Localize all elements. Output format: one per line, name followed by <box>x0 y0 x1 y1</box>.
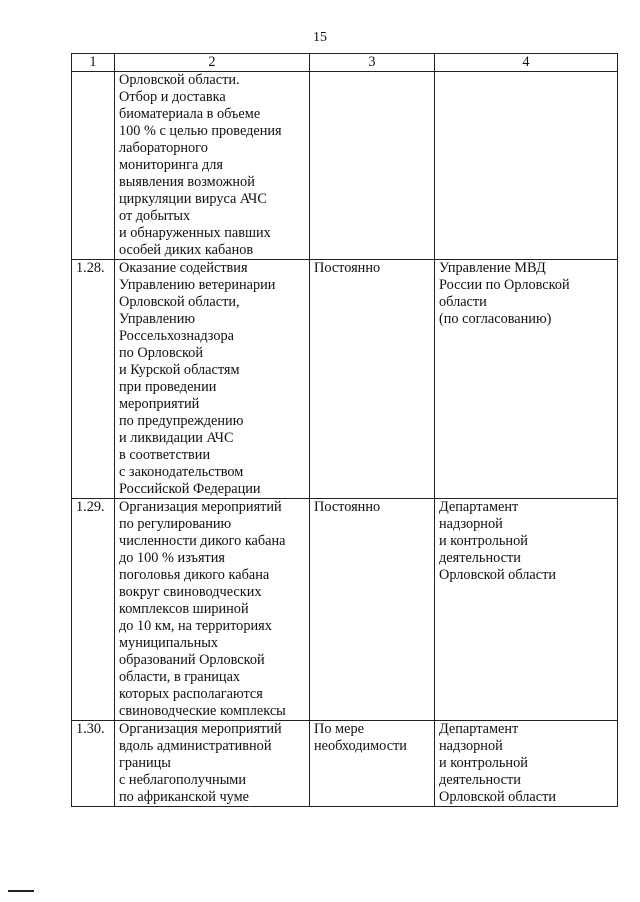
activity-line: выявления возможной <box>119 174 255 190</box>
activity-line: Российской Федерации <box>119 481 261 497</box>
responsible-line: Департамент <box>439 721 519 737</box>
activity-line: Орловской области. <box>119 72 240 88</box>
activity-line: от добытых <box>119 208 191 224</box>
activity-line: Организация мероприятий <box>119 499 282 515</box>
column-header: 4 <box>435 54 618 72</box>
activity-cell <box>115 499 310 721</box>
activity-line: Управлению ветеринарии <box>119 277 276 293</box>
table-row <box>72 721 618 807</box>
activity-cell <box>115 260 310 499</box>
activity-line: по регулированию <box>119 516 232 532</box>
activity-cell <box>115 721 310 807</box>
page-number: 15 <box>313 30 327 45</box>
deadline-cell <box>310 721 435 807</box>
activity-line: Орловской области, <box>119 294 240 310</box>
activity-line: до 100 % изъятия <box>119 550 225 566</box>
activities-table <box>71 53 618 807</box>
activity-line: которых располагаются <box>119 686 263 702</box>
responsible-cell <box>435 72 618 260</box>
responsible-line: и контрольной <box>439 755 528 771</box>
responsible-line: Орловской области <box>439 567 556 583</box>
responsible-line: деятельности <box>439 550 521 566</box>
responsible-line: области <box>439 294 487 310</box>
responsible-line: (по согласованию) <box>439 311 552 327</box>
activity-line: Организация мероприятий <box>119 721 282 737</box>
activity-line: циркуляции вируса АЧС <box>119 191 267 207</box>
responsible-line: Орловской области <box>439 789 556 805</box>
responsible-cell <box>435 260 618 499</box>
activity-line: Отбор и доставка <box>119 89 226 105</box>
deadline-line: Постоянно <box>314 260 381 276</box>
deadline-cell <box>310 260 435 499</box>
activity-line: муниципальных <box>119 635 218 651</box>
responsible-line: деятельности <box>439 772 521 788</box>
activity-line: при проведении <box>119 379 217 395</box>
activity-line: 100 % с целью проведения <box>119 123 282 139</box>
responsible-line: надзорной <box>439 516 503 532</box>
responsible-line: Департамент <box>439 499 519 515</box>
activity-line: и Курской областям <box>119 362 240 378</box>
deadline-line: Постоянно <box>314 499 381 515</box>
activity-line: численности дикого кабана <box>119 533 286 549</box>
activity-line: образований Орловской <box>119 652 265 668</box>
activity-line: свиноводческие комплексы <box>119 703 286 719</box>
item-number: 1.30. <box>72 721 115 807</box>
table-header-row <box>72 54 618 72</box>
activity-line: мониторинга для <box>119 157 223 173</box>
activity-line: комплексов шириной <box>119 601 249 617</box>
deadline-line: По мере <box>314 721 364 737</box>
activity-cell <box>115 72 310 260</box>
activity-line: с неблагополучными <box>119 772 247 788</box>
responsible-line: и контрольной <box>439 533 528 549</box>
activity-line: мероприятий <box>119 396 200 412</box>
deadline-cell <box>310 499 435 721</box>
activity-line: с законодательством <box>119 464 244 480</box>
activity-line: особей диких кабанов <box>119 242 254 258</box>
activity-line: в соответствии <box>119 447 211 463</box>
margin-mark <box>8 890 34 892</box>
table-row <box>72 72 618 260</box>
table-row <box>72 499 618 721</box>
activity-line: по африканской чуме <box>119 789 249 805</box>
activity-line: вокруг свиноводческих <box>119 584 262 600</box>
responsible-line: России по Орловской <box>439 277 570 293</box>
table-row <box>72 260 618 499</box>
column-header: 2 <box>115 54 310 72</box>
deadline-cell <box>310 72 435 260</box>
column-header: 3 <box>310 54 435 72</box>
item-number: 1.28. <box>72 260 115 499</box>
activity-line: Оказание содействия <box>119 260 248 276</box>
responsible-cell <box>435 721 618 807</box>
item-number: 1.29. <box>72 499 115 721</box>
activity-line: биоматериала в объеме <box>119 106 261 122</box>
table-body <box>72 72 618 807</box>
column-header: 1 <box>72 54 115 72</box>
activity-line: Россельхознадзора <box>119 328 235 344</box>
responsible-line: надзорной <box>439 738 503 754</box>
activity-line: Управлению <box>119 311 196 327</box>
activity-line: и ликвидации АЧС <box>119 430 234 446</box>
activity-line: и обнаруженных павших <box>119 225 271 241</box>
activity-line: по предупреждению <box>119 413 244 429</box>
activity-line: области, в границах <box>119 669 241 685</box>
activity-line: лабораторного <box>119 140 208 156</box>
item-number <box>72 72 115 260</box>
responsible-line: Управление МВД <box>439 260 546 276</box>
activity-line: поголовья дикого кабана <box>119 567 270 583</box>
activity-line: до 10 км, на территориях <box>119 618 272 634</box>
activity-line: вдоль административной <box>119 738 272 754</box>
activity-line: границы <box>119 755 171 771</box>
activity-line: по Орловской <box>119 345 203 361</box>
deadline-line: необходимости <box>314 738 407 754</box>
responsible-cell <box>435 499 618 721</box>
